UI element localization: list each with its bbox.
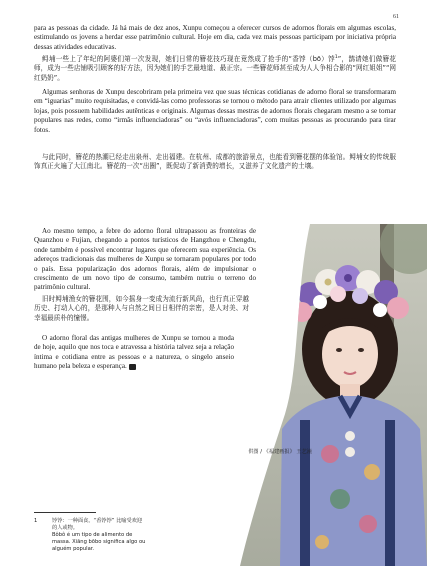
footnote-number: 1 — [34, 518, 38, 524]
paragraph-zh-4: 与此同时，簪花的热潮已经走出泉州、走出福建。在杭州、成都的旅游景点，也能看到簪花摆的体验馆。鲟埔女的传统服饰真正火遍了大江南北。簪花的一次“出圈”，既促动了新消费的增长，又滋养了文化遗产的土壤。 — [34, 153, 396, 171]
footnote-divider — [34, 512, 96, 513]
paragraph-zh-2 — [34, 55, 396, 83]
paragraph-pt-5: Ao mesmo tempo, a febre do adorno floral ultrapassou as fronteiras de Quanzhou e Fujian, chegando a pontos turísticos de Hangzhou e Chengdu, onde também é possível encontrar lugares que oferecem sua experiência. Os adereços tradicionais das mulheres de Xunpu se tornaram populares por todo o país. Essa popularização dos adornos florais, além de impulsionar o crescimento de um novo tipo de consumo, também nutriu o terreno do patrimônio cultural. — [34, 227, 256, 292]
portrait-photo-graphic — [240, 224, 427, 566]
paragraph-pt-7 — [34, 334, 234, 372]
paragraph-zh-6: 旧时鲟埔渔女的簪花围，如今摇身一变成为流行新风尚，也行真正穿越历史、打动人心的，是那种人与自然之间日日相伴的亲密，是人对美、对幸福最质朴的憧憬。 — [34, 295, 249, 322]
paragraph-zh-2-text-b: ”，鹊请她们做簪花师，成为一些店铺吸引顾客的好方法，因为她们的手艺最地道、最正宗。一些簪花师甚至成为人人争相合影的“网红姐姐”“网红奶奶”。 — [34, 55, 396, 82]
footnote-ref: 1 — [334, 54, 338, 60]
portrait-photo — [240, 224, 427, 566]
paragraph-pt-7-text: O adorno floral das antigas mulheres de Xunpu se tornou a moda de hoje, aquilo que nos toca e atravessa a história talvez seja a relação íntima e cotidiana entre as pessoas e a natureza, o singelo anseio humano pela beleza e esperança. — [34, 334, 234, 371]
paragraph-pt-3: Algumas senhoras de Xunpu descobriram pela primeira vez que suas técnicas cotidianas de adorno floral se transformaram em “iguarias” muito requisitadas, e convidá-las como professoras se tornou o método para atrair clientes utilizado por algumas lojas, pois possuem habilidades autênticas e originais. Algumas dessas mestras de adornos florais chegaram mesmo a se tornar populares nas redes, como “irmãs influenciadoras” ou “avós influenciadoras”, com muitas pessoas as procurando para tirar fotos. — [34, 88, 396, 134]
page-number: 61 — [393, 14, 399, 20]
end-mark-icon: Ⓛ — [129, 364, 136, 370]
footnote-zh: 饽饽：一种面食。“香饽饽” 比喻受欢迎的人或物。 — [52, 518, 143, 531]
footnote — [34, 518, 146, 553]
paragraph-pt-1: para as pessoas da cidade. Já há mais de dez anos, Xunpu começou a oferecer cursos de adornos florais em algumas escolas, estimulando os jovens a herdar esse patrimônio cultural. Hoje em dia, cada vez mais pessoas participam por iniciativa própria dessas atividades educativas. — [34, 24, 396, 51]
paragraph-zh-2-text-a: 鲟埔一些上了年纪的阿婆们第一次发现，她们日常的簪花技巧现在竟然成了抢手的“香饽（bō）饽 — [42, 55, 335, 63]
footnote-pt: Bôbô é um tipo de alimento de massa. Xiāng bōbo significa algo ou alguém popular. — [52, 532, 146, 552]
photo-caption: 供图 / 《福建画报》 王艺潼 — [248, 449, 312, 455]
